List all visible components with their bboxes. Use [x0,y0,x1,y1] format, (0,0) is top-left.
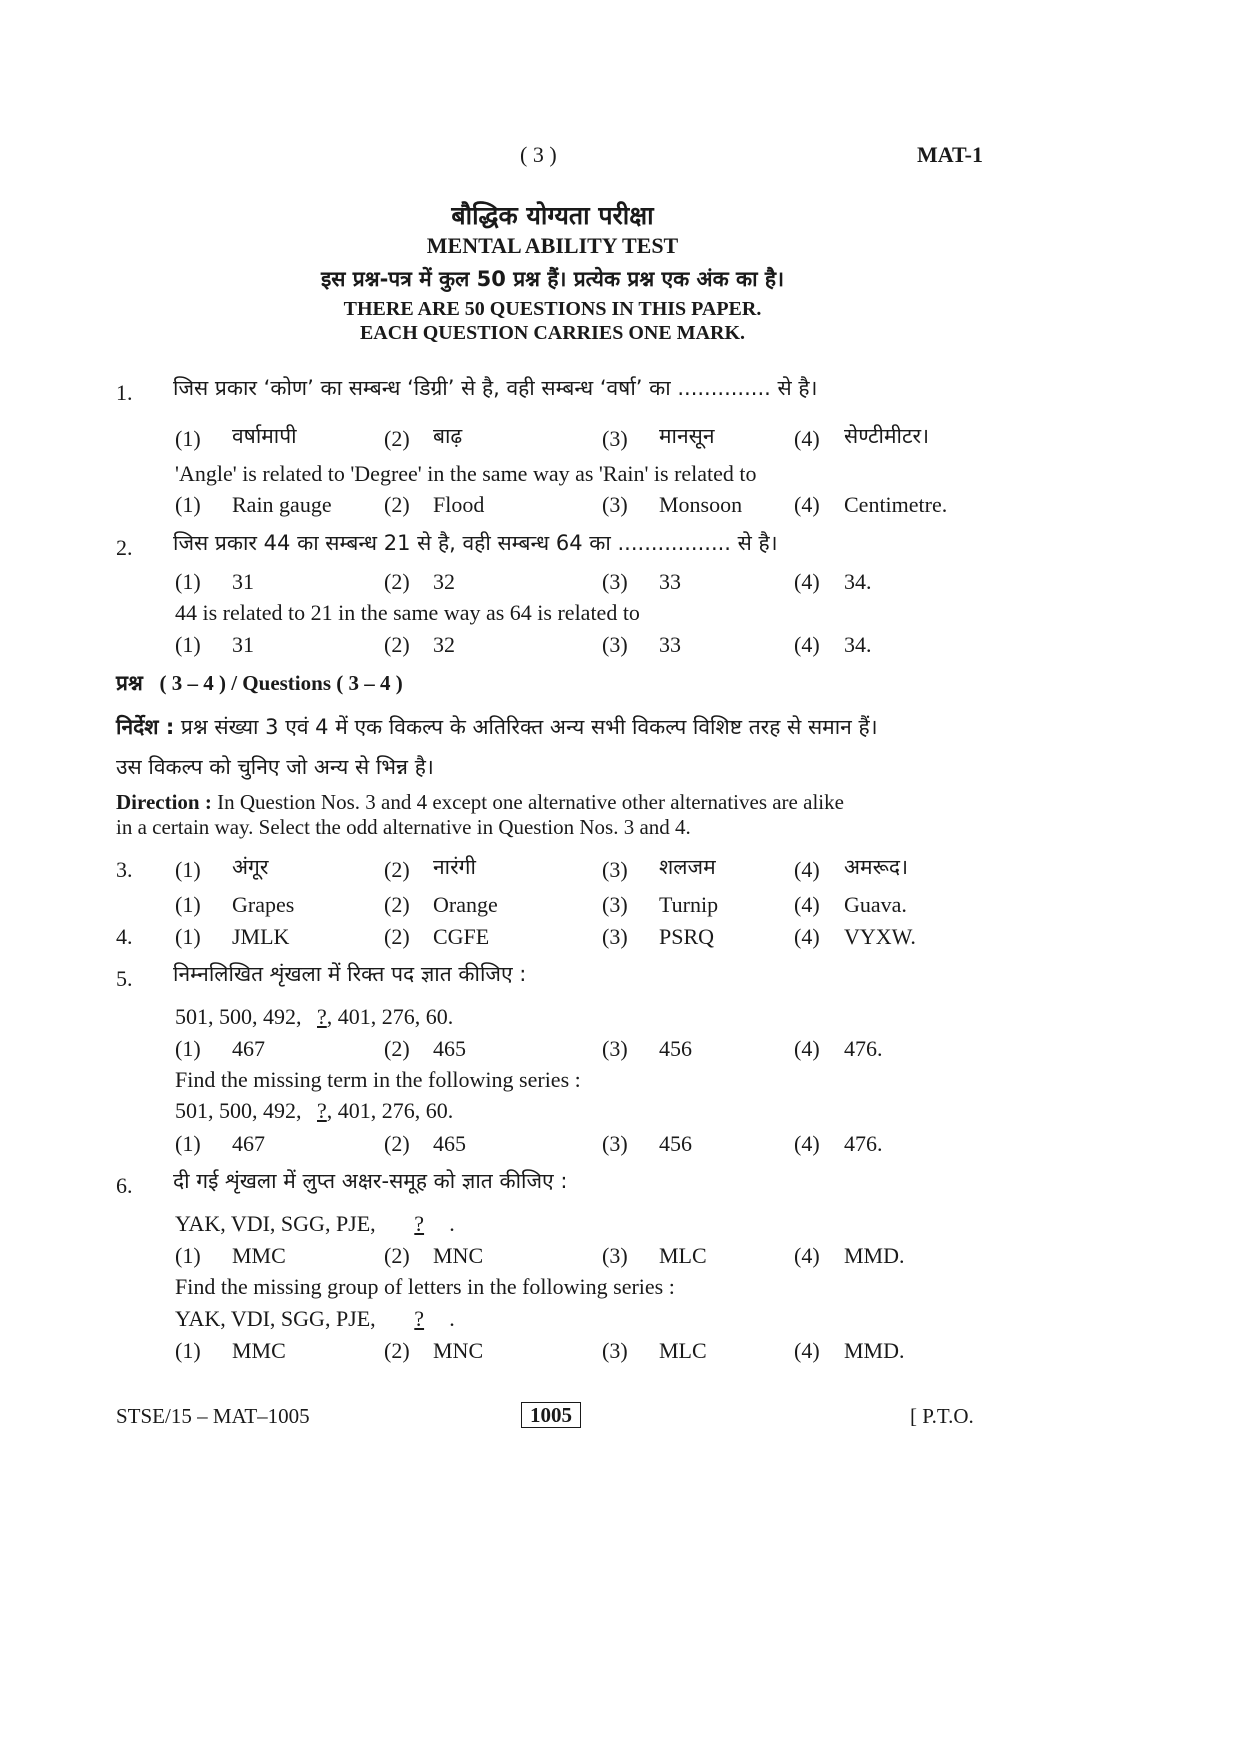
option-text: JMLK [232,924,290,949]
q6-number: 6. [116,1173,133,1198]
option-text: Orange [433,892,498,917]
q1-text-english: 'Angle' is related to 'Degree' in the same way as 'Rain' is related to [175,461,757,486]
option-text: 456 [659,1131,692,1156]
q6-text-hindi: दी गई शृंखला में लुप्त अक्षर-समूह को ज्ञात कीजिए : [173,1169,568,1193]
footer-pto: [ P.T.O. [910,1404,974,1428]
title-english: MENTAL ABILITY TEST [426,233,679,258]
option-label: (1) [175,892,201,917]
paper-code: MAT-1 [917,142,983,167]
option-label: (4) [794,1338,820,1363]
q5-series-1 [175,1004,453,1030]
direction-english-line1 [116,790,844,815]
option-label: (1) [175,924,201,949]
option-text: बाढ़ [433,424,463,448]
q1-number: 1. [116,380,133,405]
option-label: (1) [175,569,201,594]
footer-left: STSE/15 – MAT–1005 [116,1404,310,1428]
option-label: (4) [794,426,820,451]
option-label: (1) [175,857,201,882]
option-text: 33 [659,569,681,594]
option-text: Flood [433,492,485,517]
note-english-1: THERE ARE 50 QUESTIONS IN THIS PAPER. [343,298,762,320]
option-text: MLC [659,1243,707,1268]
q5-text-english: Find the missing term in the following series : [175,1067,581,1092]
option-label: (4) [794,492,820,517]
direction-hindi-line1 [116,713,878,741]
series-blank: ? [317,1098,327,1123]
q2-text-english: 44 is related to 21 in the same way as 64 is related to [175,600,640,625]
option-label: (1) [175,426,201,451]
series-end: . [449,1306,455,1331]
direction-english-label: Direction : [116,790,212,814]
option-label: (2) [384,492,410,517]
option-label: (4) [794,1131,820,1156]
direction-hindi-text: प्रश्न संख्या 3 एवं 4 में एक विकल्प के अतिरिक्त अन्य सभी विकल्प विशिष्ट तरह से समान हैं। [180,715,878,739]
option-text: MLC [659,1338,707,1363]
option-text: MMD. [844,1243,905,1268]
series-blank: ? [414,1211,425,1236]
option-label: (3) [602,1036,628,1061]
q2-number: 2. [116,535,133,560]
option-label: (4) [794,569,820,594]
section-prashn: प्रश्न [116,671,143,695]
series-blank: ? [317,1004,327,1029]
option-label: (2) [384,1338,410,1363]
series-end: , 401, 276, 60. [326,1004,454,1029]
option-text: MNC [433,1338,484,1363]
option-text: MMD. [844,1338,905,1363]
option-text: Grapes [232,892,295,917]
option-text: 32 [433,632,455,657]
option-label: (4) [794,924,820,949]
note-hindi: इस प्रश्न-पत्र में कुल 50 प्रश्न हैं। प्रत्येक प्रश्न एक अंक का है। [320,267,785,291]
option-label: (2) [384,1131,410,1156]
option-label: (4) [794,1243,820,1268]
series-start: 501, 500, 492, [175,1098,302,1123]
option-text: Rain gauge [232,492,332,517]
option-text: PSRQ [659,924,715,949]
page-number: ( 3 ) [520,142,557,167]
option-label: (1) [175,632,201,657]
option-text: 467 [232,1036,265,1061]
option-text: Monsoon [659,492,743,517]
option-label: (4) [794,857,820,882]
series-start: YAK, VDI, SGG, PJE, [175,1306,376,1331]
section-heading [116,669,403,697]
option-label: (3) [602,569,628,594]
q5-number: 5. [116,966,133,991]
option-text: 476. [844,1131,883,1156]
option-label: (3) [602,1131,628,1156]
option-text: वर्षामापी [232,424,297,448]
option-label: (3) [602,632,628,657]
option-text: CGFE [433,924,490,949]
q6-text-english: Find the missing group of letters in the following series : [175,1274,675,1299]
option-text: 32 [433,569,455,594]
option-label: (2) [384,1036,410,1061]
option-text: 465 [433,1131,466,1156]
option-text: 465 [433,1036,466,1061]
option-label: (2) [384,924,410,949]
option-text: MMC [232,1338,286,1363]
option-label: (3) [602,924,628,949]
option-label: (4) [794,632,820,657]
direction-english-text: In Question Nos. 3 and 4 except one alternative other alternatives are alike [217,790,844,814]
q5-series-2 [175,1098,453,1124]
option-label: (3) [602,1338,628,1363]
q4-number: 4. [116,924,133,949]
option-label: (3) [602,857,628,882]
q5-text-hindi: निम्नलिखित शृंखला में रिक्त पद ज्ञात कीजिए : [173,962,527,986]
option-label: (4) [794,892,820,917]
footer-booklet-box: 1005 [521,1402,581,1428]
option-label: (1) [175,1338,201,1363]
option-label: (3) [602,492,628,517]
option-text: 467 [232,1131,265,1156]
option-text: अमरूद। [844,855,909,879]
option-text: Turnip [659,892,719,917]
series-blank: ? [414,1306,425,1331]
option-text: सेण्टीमीटर। [844,424,930,448]
series-start: YAK, VDI, SGG, PJE, [175,1211,376,1236]
q6-series-1 [175,1211,455,1237]
q3-number: 3. [116,857,133,882]
q1-text-hindi: जिस प्रकार ‘कोण’ का सम्बन्ध ‘डिग्री’ से है, वही सम्बन्ध ‘वर्षा’ का .............. से है। [173,376,818,400]
option-text: MNC [433,1243,484,1268]
option-text: VYXW. [844,924,916,949]
option-text: नारंगी [433,855,476,879]
option-text: 34. [844,632,872,657]
direction-hindi-label: निर्देश : [116,715,175,739]
option-label: (3) [602,426,628,451]
option-text: Guava. [844,892,907,917]
option-text: शलजम [659,855,716,879]
series-end: . [449,1211,455,1236]
option-label: (2) [384,569,410,594]
option-label: (1) [175,1036,201,1061]
direction-english-line2: in a certain way. Select the odd alternative in Question Nos. 3 and 4. [116,815,691,839]
option-text: 33 [659,632,681,657]
note-english-2: EACH QUESTION CARRIES ONE MARK. [359,322,746,344]
option-text: 31 [232,632,254,657]
option-text: Centimetre. [844,492,948,517]
option-label: (2) [384,426,410,451]
option-label: (2) [384,892,410,917]
option-label: (1) [175,1243,201,1268]
option-label: (2) [384,1243,410,1268]
option-label: (3) [602,1243,628,1268]
option-text: 31 [232,569,254,594]
option-text: 476. [844,1036,883,1061]
option-text: मानसून [659,424,715,448]
title-hindi: बौद्धिक योग्यता परीक्षा [451,201,654,230]
option-text: 456 [659,1036,692,1061]
series-start: 501, 500, 492, [175,1004,302,1029]
option-text: 34. [844,569,872,594]
option-text: अंगूर [232,855,269,879]
series-end: , 401, 276, 60. [326,1098,454,1123]
option-label: (1) [175,1131,201,1156]
option-label: (1) [175,492,201,517]
option-label: (3) [602,892,628,917]
option-label: (2) [384,632,410,657]
q2-text-hindi: जिस प्रकार 44 का सम्बन्ध 21 से है, वही सम्बन्ध 64 का ................. से है। [173,531,778,555]
option-label: (4) [794,1036,820,1061]
option-label: (2) [384,857,410,882]
direction-hindi-line2: उस विकल्प को चुनिए जो अन्य से भिन्न है। [116,755,434,779]
option-text: MMC [232,1243,286,1268]
q6-series-2 [175,1306,455,1332]
section-range: ( 3 – 4 ) / Questions ( 3 – 4 ) [159,671,403,695]
